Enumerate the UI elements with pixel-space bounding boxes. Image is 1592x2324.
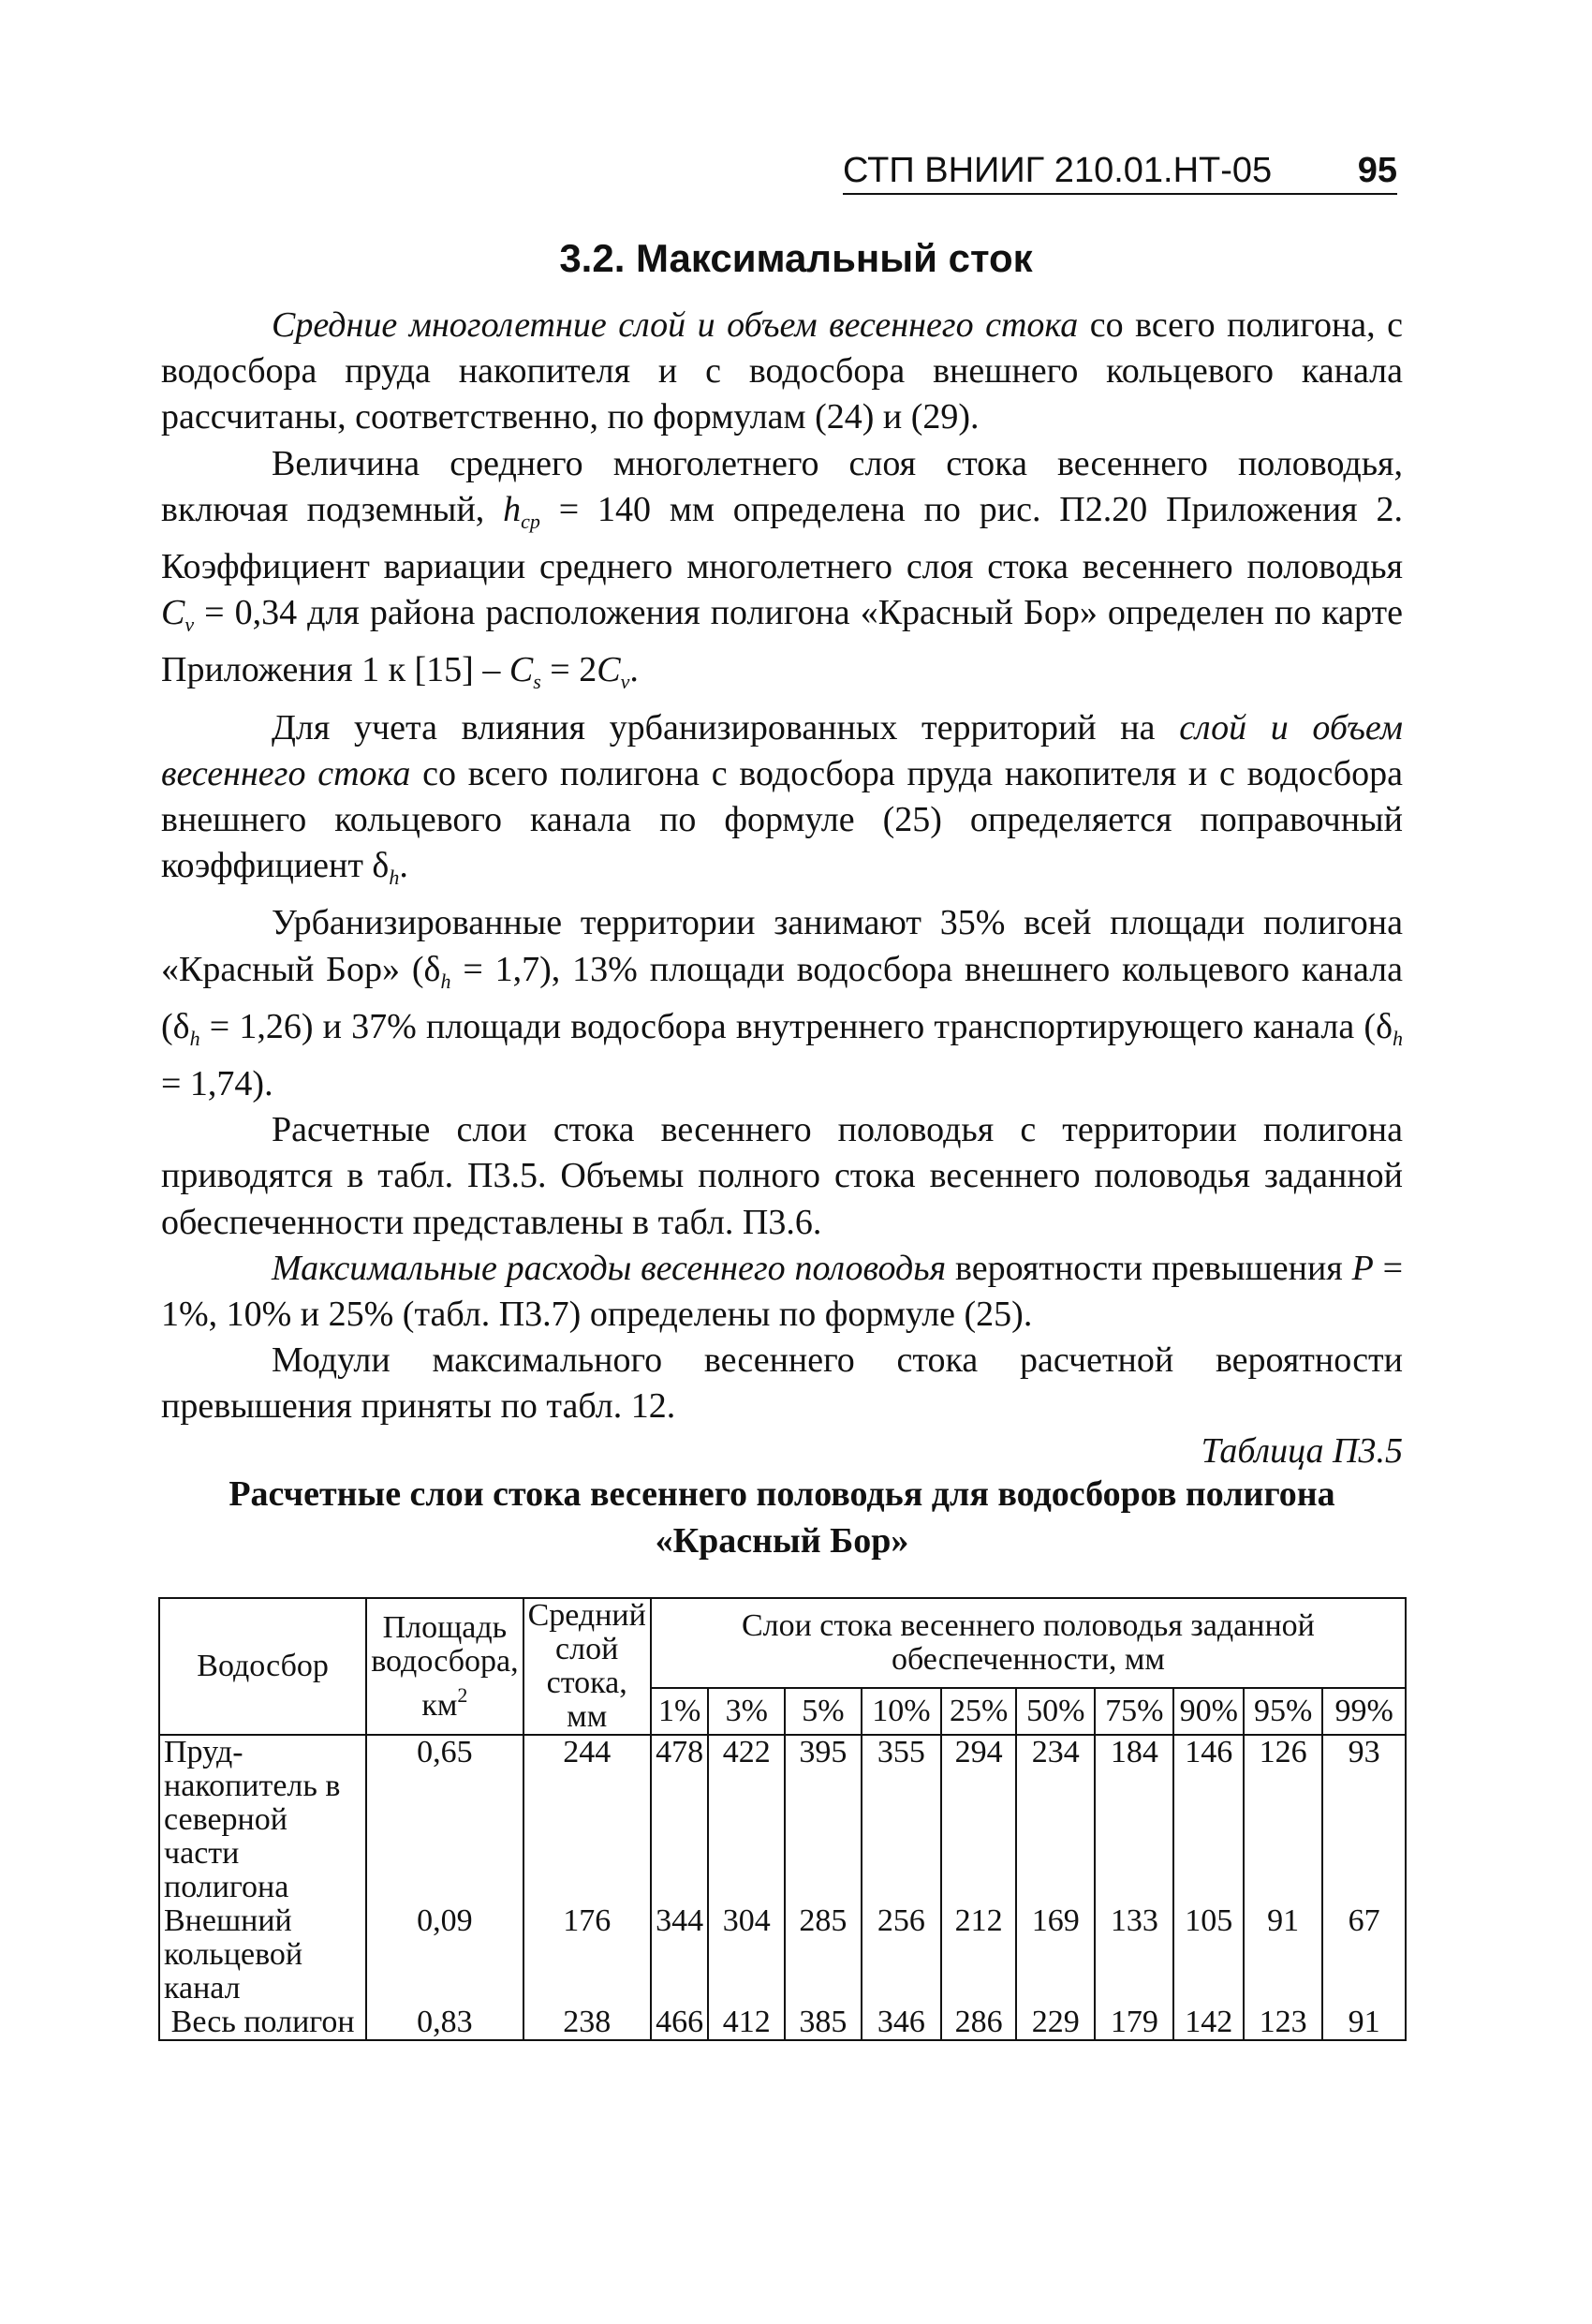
cell-value: 422 — [708, 1735, 785, 1904]
text-run: = 140 мм определена по рис. П2.20 Приложения 2. Коэффициент вариации среднего многолетнего слоя стока весеннего половодья — [161, 489, 1403, 587]
subscript: v — [184, 613, 195, 637]
runoff-table — [158, 1597, 1407, 2041]
table-title-line: «Красный Бор» — [655, 1521, 909, 1561]
col-header-percent: 95% — [1244, 1688, 1322, 1735]
page-header — [843, 150, 1397, 195]
table-row — [159, 2006, 1406, 2040]
col-header-percent: 5% — [785, 1688, 862, 1735]
cell-area: 0,09 — [366, 1904, 523, 2006]
paragraph-6 — [161, 1246, 1403, 1338]
col-header-watershed: Водосбор — [159, 1598, 366, 1735]
header-text: Площадь водосбора, км — [371, 1609, 519, 1723]
cell-value: 179 — [1095, 2006, 1173, 2040]
cell-mean: 238 — [523, 2006, 651, 2040]
cell-value: 212 — [941, 1904, 1016, 2006]
cell-mean: 176 — [523, 1904, 651, 2006]
text-run: Величина среднего многолетнего слоя стока весеннего половодья, включая подземный, — [161, 443, 1403, 529]
col-header-area — [366, 1598, 523, 1735]
symbol-p: P — [1351, 1248, 1374, 1288]
cell-value: 478 — [651, 1735, 709, 1904]
cell-watershed: Внешний кольцевой канал — [159, 1904, 366, 2006]
text-run: = 1,7), 13% площади водосбора внешнего кольцевого канала (δ — [161, 949, 1403, 1046]
col-header-group: Слои стока весеннего половодья заданной обеспеченности, мм — [651, 1598, 1406, 1688]
italic-term: Средние многолетние слой и объем весеннего стока — [272, 305, 1079, 345]
cell-area: 0,65 — [366, 1735, 523, 1904]
cell-value: 142 — [1173, 2006, 1244, 2040]
text-run: . — [629, 650, 639, 690]
italic-term: слой и объем весеннего стока — [161, 707, 1403, 793]
cell-value: 126 — [1244, 1735, 1322, 1904]
cell-value: 344 — [651, 1904, 709, 2006]
cell-value: 294 — [941, 1735, 1016, 1904]
subscript: h — [440, 969, 451, 993]
cell-value: 67 — [1322, 1904, 1406, 2006]
paragraph-3 — [161, 705, 1403, 901]
cell-value: 395 — [785, 1735, 862, 1904]
col-header-percent: 99% — [1322, 1688, 1406, 1735]
subscript: h — [1393, 1026, 1403, 1050]
table-title — [161, 1471, 1403, 1564]
symbol-c: C — [161, 593, 185, 633]
text-run: = 1%, 10% и 25% (табл. П3.7) определены по формуле (25). — [161, 1248, 1403, 1335]
cell-value: 123 — [1244, 2006, 1322, 2040]
cell-value: 412 — [708, 2006, 785, 2040]
subscript: s — [533, 670, 541, 694]
cell-watershed: Пруд-накопитель в северной части полигона — [159, 1735, 366, 1904]
cell-value: 229 — [1016, 2006, 1095, 2040]
text-run: Для учета влияния урбанизированных территорий на — [272, 707, 1180, 748]
text-run: = 0,34 для района расположения полигона «Красный Бор» определен по карте Приложения 1 к [15] – — [161, 593, 1403, 690]
col-header-percent: 10% — [862, 1688, 941, 1735]
text-run: = 1,74). — [161, 1064, 273, 1104]
subscript: h — [389, 866, 400, 890]
col-header-percent: 50% — [1016, 1688, 1095, 1735]
cell-value: 184 — [1095, 1735, 1173, 1904]
symbol-c: C — [597, 650, 621, 690]
cell-value: 93 — [1322, 1735, 1406, 1904]
col-header-percent: 1% — [651, 1688, 709, 1735]
table-header-row — [159, 1598, 1406, 1688]
text-run: . — [399, 846, 408, 886]
cell-value: 91 — [1244, 1904, 1322, 2006]
paragraph-2 — [161, 441, 1403, 705]
cell-value: 285 — [785, 1904, 862, 2006]
cell-mean: 244 — [523, 1735, 651, 1904]
cell-value: 256 — [862, 1904, 941, 2006]
text-run: = 2 — [540, 650, 597, 690]
cell-watershed: Весь полигон — [159, 2006, 366, 2040]
cell-value: 355 — [862, 1735, 941, 1904]
cell-value: 304 — [708, 1904, 785, 2006]
document-code: СТП ВНИИГ 210.01.НТ-05 — [843, 151, 1273, 190]
cell-value: 133 — [1095, 1904, 1173, 2006]
cell-value: 91 — [1322, 2006, 1406, 2040]
cell-value: 385 — [785, 2006, 862, 2040]
col-header-percent: 90% — [1173, 1688, 1244, 1735]
cell-area: 0,83 — [366, 2006, 523, 2040]
text-run: Урбанизированные территории занимают 35% всей площади полигона «Красный Бор» (δ — [161, 903, 1403, 989]
table-title-line: Расчетные слои стока весеннего половодья для водосборов полигона — [228, 1474, 1335, 1514]
paragraph-1 — [161, 303, 1403, 441]
cell-value: 146 — [1173, 1735, 1244, 1904]
subscript: ср — [521, 509, 540, 533]
col-header-percent: 75% — [1095, 1688, 1173, 1735]
cell-value: 466 — [651, 2006, 709, 2040]
col-header-percent: 25% — [941, 1688, 1016, 1735]
cell-value: 234 — [1016, 1735, 1095, 1904]
text-run: со всего полигона, с водосбора пруда накопителя и с водосбора внешнего кольцевого канала рассчитаны, соответственно, по формулам (24) и (29). — [161, 305, 1403, 437]
text-run: вероятности превышения — [946, 1248, 1352, 1288]
cell-value: 169 — [1016, 1904, 1095, 2006]
col-header-percent: 3% — [708, 1688, 785, 1735]
cell-value: 286 — [941, 2006, 1016, 2040]
table-row — [159, 1735, 1406, 1904]
body-text — [161, 303, 1403, 1430]
section-title: 3.2. Максимальный сток — [559, 236, 1033, 280]
subscript: v — [620, 670, 630, 694]
page-number: 95 — [1357, 151, 1397, 190]
paragraph-7: Модули максимального весеннего стока расчетной вероятности превышения приняты по табл. 12. — [161, 1340, 1403, 1427]
cell-value: 105 — [1173, 1904, 1244, 2006]
superscript: 2 — [457, 1682, 468, 1707]
cell-value: 346 — [862, 2006, 941, 2040]
paragraph-5: Расчетные слои стока весеннего половодья с территории полигона приводятся в табл. П3.5. Объемы полного стока весеннего половодья заданной обеспеченности представлены в табл. П3.6. — [161, 1110, 1403, 1242]
col-header-mean: Средний слой стока, мм — [523, 1598, 651, 1735]
subscript: h — [189, 1026, 200, 1050]
paragraph-4 — [161, 900, 1403, 1107]
text-run: со всего полигона с водосбора пруда накопителя и с водосбора внешнего кольцевого канала по формуле (25) определяется поправочный коэффициент δ — [161, 753, 1404, 886]
italic-term: Максимальные расходы весеннего половодья — [272, 1248, 947, 1288]
symbol-h: h — [503, 489, 522, 529]
symbol-c: C — [509, 650, 534, 690]
table-label: Таблица П3.5 — [1201, 1431, 1403, 1471]
text-run: = 1,26) и 37% площади водосбора внутреннего транспортирующего канала (δ — [199, 1006, 1393, 1046]
table-row — [159, 1904, 1406, 2006]
